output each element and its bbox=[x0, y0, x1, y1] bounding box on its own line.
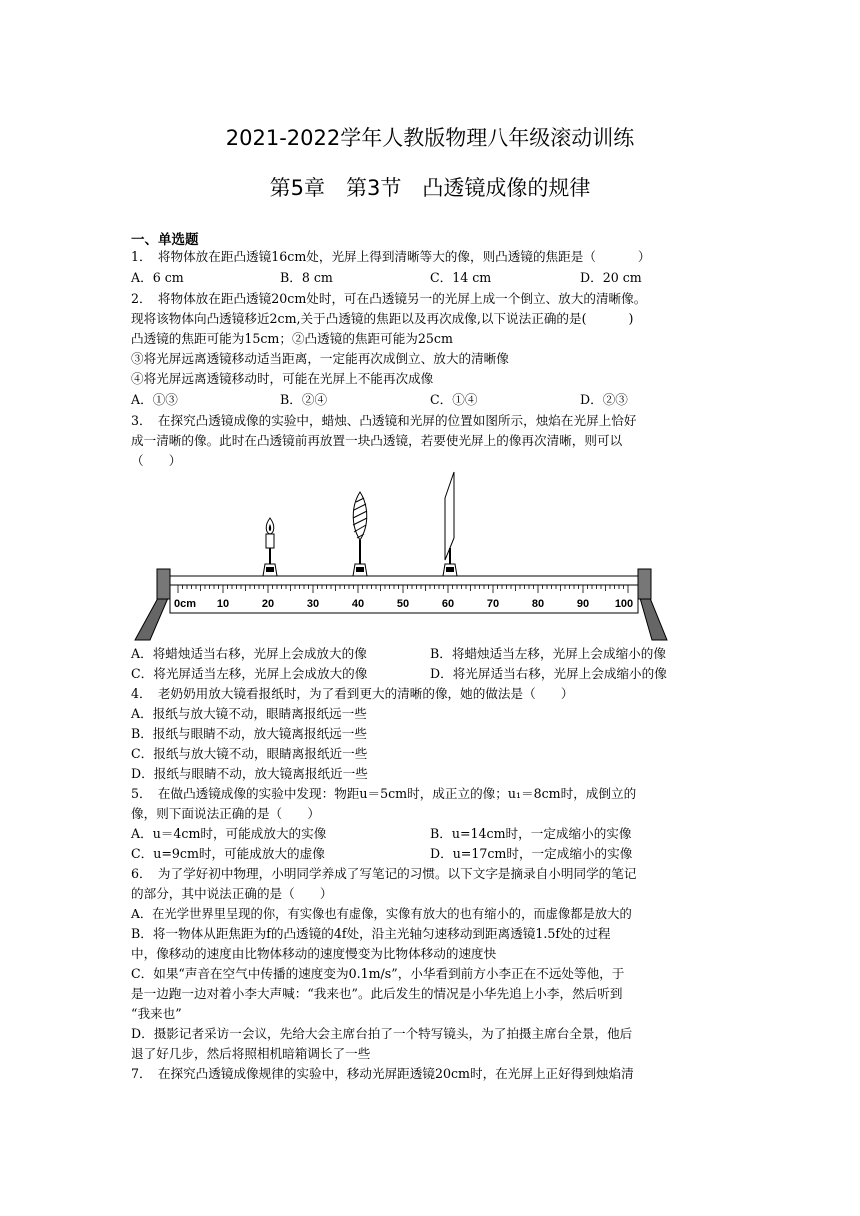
q6-option-d-line-1: D．摄影记者采访一会议，先给大会主席台拍了一个特写镜头，为了拍摄主席台全景，他后 bbox=[131, 1026, 633, 1041]
ruler-label-30: 30 bbox=[306, 598, 320, 610]
q6-option-c-line-1: C．如果“声音在空气中传播的速度变为0.1m/s”，小华看到前方小李正在不远处等他，于 bbox=[131, 966, 625, 981]
ruler-label-40: 40 bbox=[351, 598, 365, 610]
section-heading: 一、单选题 bbox=[131, 232, 199, 248]
q7-line-1: 7． 在探究凸透镜成像规律的实验中，移动光屏距透镜20cm时，在光屏上正好得到烛焰清 bbox=[131, 1066, 634, 1081]
q2-option-d: D．②③ bbox=[580, 392, 628, 407]
q5-option-d: D．u=17cm时，一定成缩小的实像 bbox=[430, 846, 633, 861]
ruler-label-0: 0cm bbox=[174, 598, 197, 610]
q3-option-a: A．将蜡烛适当右移，光屏上会成放大的像 bbox=[131, 646, 367, 661]
q3-option-d: D．将光屏适当右移，光屏上会成缩小的像 bbox=[430, 666, 667, 681]
q3-line-1: 3． 在探究凸透镜成像的实验中，蜡烛、凸透镜和光屏的位置如图所示，烛焰在光屏上恰好 bbox=[131, 413, 637, 428]
q2-line-2: 现将该物体向凸透镜移近2cm,关于凸透镜的焦距以及再次成像,以下说法正确的是( ) bbox=[131, 311, 634, 326]
q3-line-2: 成一清晰的像。此时在凸透镜前再放置一块凸透镜，若要使光屏上的像再次清晰，则可以 bbox=[131, 433, 623, 448]
ruler-label-10: 10 bbox=[216, 598, 230, 610]
q6-option-a: A．在光学世界里呈现的你，有实像也有虚像，实像有放大的也有缩小的，而虚像都是放大的 bbox=[131, 907, 632, 921]
q6-line-2: 的部分，其中说法正确的是（ ） bbox=[131, 886, 333, 901]
ruler-label-70: 70 bbox=[486, 598, 500, 610]
ruler-label-20: 20 bbox=[261, 598, 275, 610]
q2-option-b: B．②④ bbox=[280, 392, 328, 407]
q2-line-5: ④将光屏远离透镜移动时，可能在光屏上不能再次成像 bbox=[131, 371, 434, 386]
left-leg bbox=[135, 598, 168, 640]
ruler-label-80: 80 bbox=[531, 598, 545, 610]
ruler-label-90: 90 bbox=[576, 598, 590, 610]
q6-option-d-line-2: 退了好几步，然后将照相机暗箱调长了一些 bbox=[131, 1046, 371, 1061]
q3-option-b: B．将蜡烛适当左移，光屏上会成缩小的像 bbox=[430, 646, 666, 661]
q1-option-b: B．8 cm bbox=[280, 270, 333, 285]
q5-line-1: 5． 在做凸透镜成像的实验中发现：物距u＝5cm时，成正立的像；u₁＝8cm时，成倒立的 bbox=[131, 786, 637, 801]
q5-option-c: C．u=9cm时，可能成放大的虚像 bbox=[131, 846, 325, 861]
q2-line-3: 凸透镜的焦距可能为15cm；②凸透镜的焦距可能为25cm bbox=[131, 331, 453, 346]
q6-option-c-line-2: 是一边跑一边对着小李大声喊：“我来也”。此后发生的情况是小华先追上小李，然后听到 bbox=[131, 986, 623, 1001]
right-leg bbox=[640, 598, 667, 640]
q1-option-a: A．6 cm bbox=[131, 270, 184, 285]
q3-option-c: C．将光屏适当左移，光屏上会成放大的像 bbox=[131, 666, 368, 681]
q2-option-a: A．①③ bbox=[131, 392, 178, 407]
q4-option-a: A．报纸与放大镜不动，眼睛离报纸远一些 bbox=[131, 706, 367, 721]
left-post bbox=[157, 569, 170, 599]
q2-option-c: C．①④ bbox=[430, 392, 478, 407]
q4-option-d: D．报纸与眼睛不动，放大镜离报纸近一些 bbox=[131, 766, 368, 781]
ruler-label-60: 60 bbox=[441, 598, 455, 610]
ruler-label-100: 100 bbox=[614, 598, 634, 610]
q6-option-c-line-3: “我来也” bbox=[131, 1006, 182, 1021]
q1-option-c: C．14 cm bbox=[430, 270, 492, 285]
light-screen bbox=[443, 472, 457, 576]
q5-line-2: 像，则下面说法正确的是（ ） bbox=[131, 806, 320, 821]
rail bbox=[170, 576, 638, 585]
q4-option-b: B．报纸与眼睛不动，放大镜离报纸远一些 bbox=[131, 726, 367, 741]
document-subtitle: 第5章 第3节 凸透镜成像的规律 bbox=[269, 176, 591, 200]
q5-option-a: A．u＝4cm时，可能成放大的实像 bbox=[131, 826, 327, 841]
q4-option-c: C．报纸与放大镜不动，眼睛离报纸近一些 bbox=[131, 746, 368, 761]
document-title: 2021-2022学年人教版物理八年级滚动训练 bbox=[225, 126, 635, 150]
ruler-label-50: 50 bbox=[396, 598, 410, 610]
convex-lens bbox=[353, 492, 367, 576]
q6-option-b-line-1: B．将一物体从距焦距为f的凸透镜的4f处，沿主光轴匀速移动到距离透镜1.5f处的过程 bbox=[131, 926, 611, 941]
q2-line-1: 2． 将物体放在距凸透镜20cm处时，可在凸透镜另一的光屏上成一个倒立、放大的清晰像。 bbox=[131, 291, 647, 306]
q6-line-1: 6． 为了学好初中物理，小明同学养成了写笔记的习惯。以下文字是摘录自小明同学的笔记 bbox=[131, 866, 637, 881]
q4-stem: 4． 老奶奶用放大镜看报纸时，为了看到更大的清晰的像，她的做法是（ ） bbox=[131, 686, 574, 701]
q3-line-3: （ ） bbox=[131, 453, 182, 468]
q5-option-b: B．u=14cm时，一定成缩小的实像 bbox=[430, 826, 632, 841]
q1-stem: 1． 将物体放在距凸透镜16cm处，光屏上得到清晰等大的像，则凸透镜的焦距是（ ） bbox=[131, 249, 651, 264]
q6-option-b-line-2: 中，像移动的速度由比物体移动的速度慢变为比物体移动的速度快 bbox=[131, 946, 497, 961]
right-post bbox=[638, 569, 651, 599]
optical-bench-figure bbox=[130, 468, 670, 648]
candle bbox=[263, 518, 277, 576]
q2-line-4: ③将光屏远离透镜移动适当距离，一定能再次成倒立、放大的清晰像 bbox=[131, 351, 509, 366]
q1-option-d: D．20 cm bbox=[580, 270, 642, 285]
